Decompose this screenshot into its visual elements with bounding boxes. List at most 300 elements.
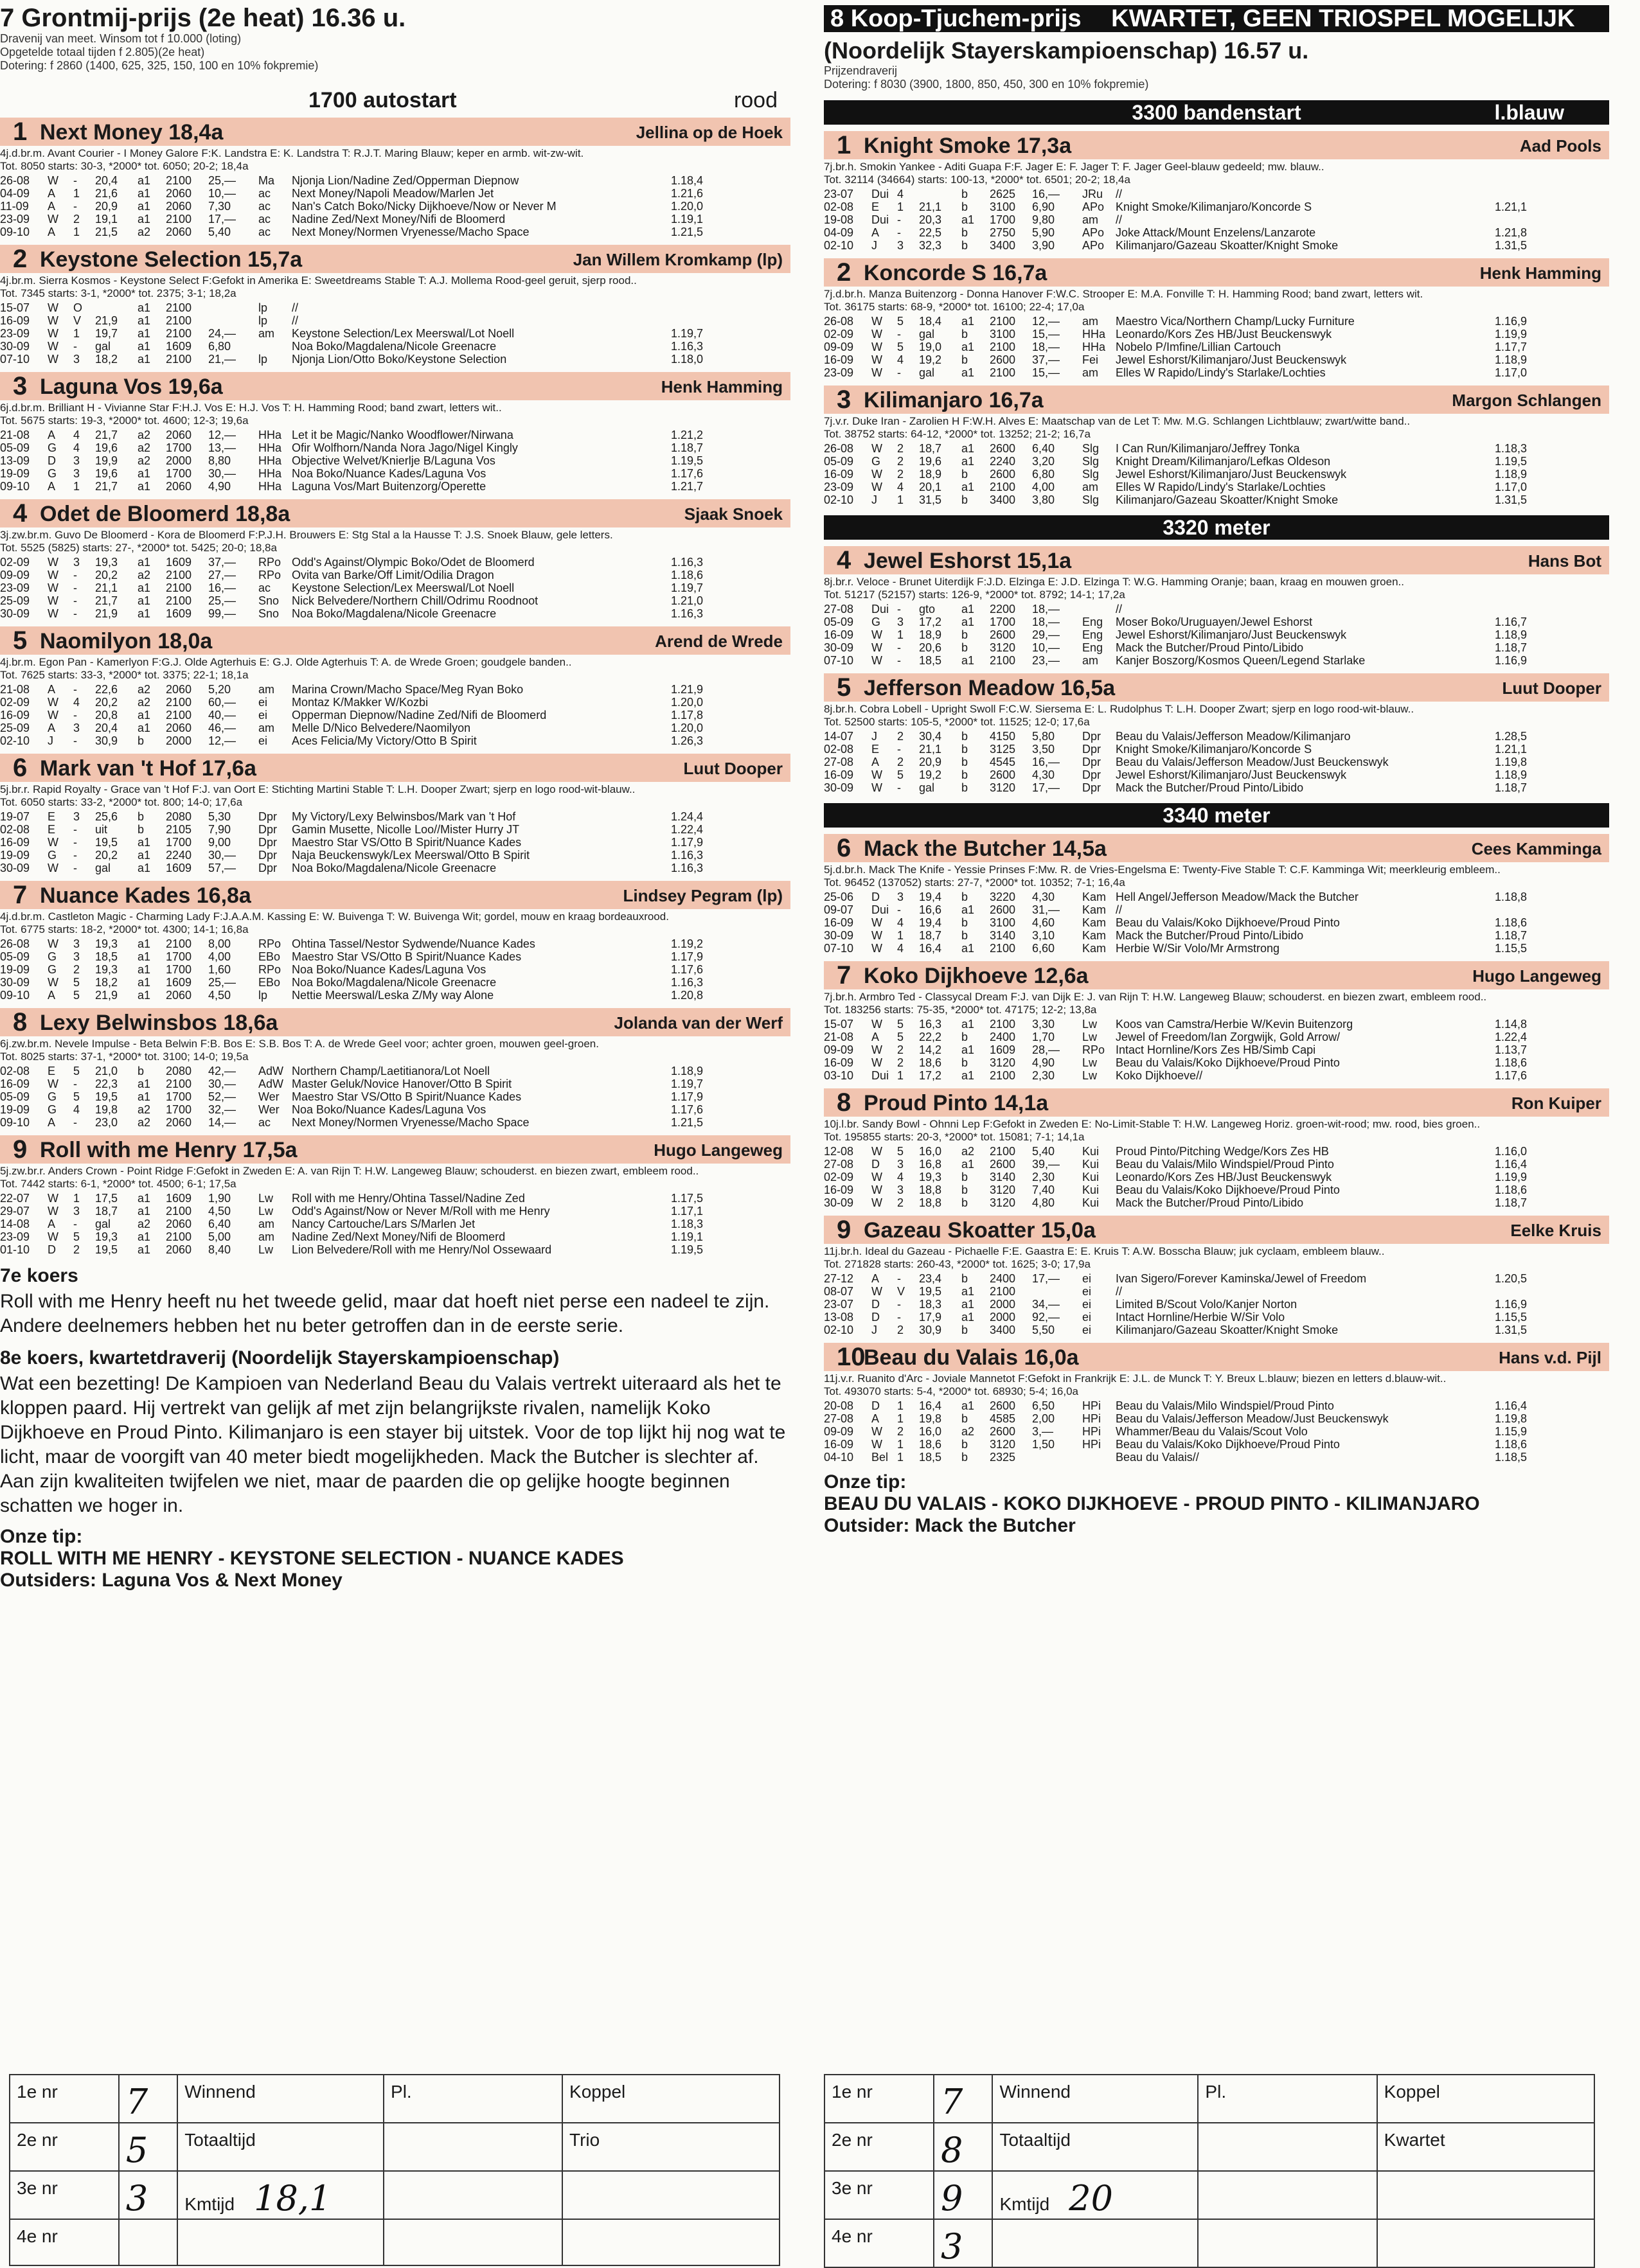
run-row: [0, 174, 790, 187]
horse-name: Gazeau Skoatter 15,0a: [864, 1218, 1096, 1243]
run-row: [824, 1069, 1609, 1082]
run-result: Njonja Lion/Otto Boko/Keystone Selection: [292, 353, 507, 366]
run-row: [824, 781, 1609, 794]
run-place: 3: [73, 722, 80, 734]
run-track: W: [48, 709, 58, 722]
run-time: 18,9: [919, 628, 942, 641]
run-row: [824, 1425, 1609, 1438]
race-info-line: Dotering: f 2860 (1400, 625, 325, 150, 100 en 10% fokpremie): [0, 59, 319, 72]
run-winner-time: 1.17,9: [670, 1090, 703, 1103]
run-row: [824, 1311, 1609, 1324]
form-handwritten-kmtime: 18,1: [254, 2178, 332, 2219]
run-track: W: [871, 1438, 882, 1451]
run-row: [0, 480, 790, 493]
run-distance: 1609: [166, 607, 192, 620]
run-time: 23,4: [919, 1272, 942, 1285]
horse-header: [824, 834, 1609, 862]
run-winner-time: 1.19,5: [1494, 455, 1527, 468]
run-odds: 4,60: [1032, 916, 1055, 929]
run-row: [824, 1451, 1609, 1464]
run-date: 08-07: [824, 1285, 854, 1298]
run-odds: 6,90: [1032, 200, 1055, 213]
run-distance: 1609: [166, 976, 192, 989]
start-label: 1700 autostart: [308, 88, 457, 112]
run-distance: 2600: [990, 903, 1016, 916]
run-winner-time: 1.16,3: [670, 607, 703, 620]
run-distance: 1700: [166, 950, 192, 963]
run-result: Odd's Against/Olympic Boko/Odet de Bloomerd: [292, 556, 535, 569]
run-start: a1: [138, 314, 151, 327]
tip-title: Onze tip:: [824, 1471, 907, 1493]
run-odds: 6,80: [1032, 468, 1055, 481]
run-row: [0, 963, 790, 976]
run-distance: 2100: [166, 569, 192, 581]
run-winner-time: 1.21,1: [1494, 743, 1527, 756]
run-track: A: [871, 756, 880, 768]
run-row: [0, 810, 790, 823]
run-date: 21-08: [0, 683, 30, 696]
run-driver: Kam: [1082, 929, 1107, 942]
run-row: [824, 493, 1609, 506]
race-title-8: [824, 5, 1609, 32]
run-result: Objective Welvet/Knierlje B/Laguna Vos: [292, 454, 495, 467]
run-result: Keystone Selection/Lex Meerswal/Lot Noell: [292, 327, 515, 340]
run-track: W: [48, 213, 58, 226]
run-place: -: [73, 200, 77, 213]
run-result: Odd's Against/Now or Never M/Roll with me Henry: [292, 1205, 550, 1218]
form-place-label: [1198, 2171, 1377, 2219]
run-driver: Dpr: [1082, 730, 1101, 743]
run-driver: am: [258, 1218, 275, 1230]
run-time: 19,5: [919, 1285, 942, 1298]
horse-entry: [824, 131, 1609, 252]
run-place: 2: [897, 1425, 904, 1438]
run-distance: 1700: [166, 1103, 192, 1116]
run-date: 25-06: [824, 890, 854, 903]
run-track: W: [871, 341, 882, 353]
run-result: //: [1116, 603, 1123, 616]
run-driver: RPo: [258, 937, 281, 950]
horse-header: [824, 1216, 1609, 1244]
run-place: 3: [73, 950, 80, 963]
race-info: [824, 64, 1609, 91]
form-handwritten-number: 3: [934, 2219, 992, 2267]
run-track: Dui: [871, 903, 889, 916]
run-track: W: [871, 641, 882, 654]
run-winner-time: [1475, 188, 1527, 200]
run-date: 09-10: [0, 226, 30, 238]
run-time: 16,4: [919, 942, 942, 955]
run-winner-time: 1.17,9: [670, 950, 703, 963]
distance-bar: [824, 515, 1609, 540]
run-winner-time: 1.21,1: [1494, 200, 1527, 213]
run-start: a1: [961, 1298, 975, 1311]
run-date: 02-08: [824, 200, 854, 213]
run-result: Master Geluk/Novice Hanover/Otto B Spirit: [292, 1077, 512, 1090]
run-distance: 2000: [166, 734, 192, 747]
form-row: [824, 2171, 1594, 2219]
run-time: uit: [95, 823, 108, 836]
run-result: Beau du Valais/Jefferson Meadow/Kilimanjaro: [1116, 730, 1351, 743]
run-date: 25-09: [0, 722, 30, 734]
run-winner-time: 1.18,7: [670, 441, 703, 454]
run-track: D: [871, 1399, 880, 1412]
run-result: Knight Smoke/Kilimanjaro/Koncorde S: [1116, 743, 1312, 756]
race-info-line: Prijzendraverij: [824, 64, 898, 77]
run-start: a1: [138, 301, 151, 314]
run-odds: 27,—: [208, 569, 236, 581]
run-odds: 13,—: [208, 441, 236, 454]
run-time: 20,9: [95, 200, 118, 213]
run-date: 02-09: [824, 328, 854, 341]
run-driver: Wer: [258, 1103, 280, 1116]
run-place: 3: [897, 239, 904, 252]
run-start: a1: [961, 603, 975, 616]
run-row: [0, 1192, 790, 1205]
run-track: W: [871, 468, 882, 481]
run-result: Njonja Lion/Nadine Zed/Opperman Diepnow: [292, 174, 519, 187]
run-date: 30-09: [824, 641, 854, 654]
horse-entry: [0, 754, 790, 874]
horse-stats: Tot. 5525 (5825) starts: 27-, *2000* tot. 5425; 20-0; 18,8a: [0, 542, 277, 554]
run-date: 16-09: [824, 1438, 854, 1451]
run-date: 02-08: [0, 823, 30, 836]
run-driver: ac: [258, 187, 271, 200]
run-place: O: [73, 301, 83, 314]
run-place: -: [897, 328, 901, 341]
run-winner-time: 1.21,5: [670, 1116, 703, 1129]
run-driver: HHa: [1082, 341, 1106, 353]
run-time: gto: [919, 603, 936, 616]
run-distance: 2100: [990, 1145, 1016, 1158]
race-subtitle: (Noordelijk Stayerskampioenschap) 16.57 u.: [824, 37, 1309, 64]
horse-number: 9: [837, 1216, 851, 1244]
run-row: [0, 683, 790, 696]
run-row: [0, 1116, 790, 1129]
run-odds: 9,80: [1032, 213, 1055, 226]
run-date: 05-09: [0, 1090, 30, 1103]
run-winner-time: 1.19,1: [670, 213, 703, 226]
run-row: [0, 569, 790, 581]
run-start: a1: [138, 594, 151, 607]
form-place-label: [384, 2171, 562, 2219]
run-place: -: [73, 734, 77, 747]
run-place: -: [897, 654, 901, 667]
horse-entry: [824, 546, 1609, 667]
run-start: a1: [138, 709, 151, 722]
run-time: 16,6: [919, 903, 942, 916]
run-row: [824, 200, 1609, 213]
run-track: W: [871, 942, 882, 955]
horse-driver: Luut Dooper: [1502, 678, 1601, 698]
run-odds: 5,50: [1032, 1324, 1055, 1336]
run-track: D: [48, 1243, 56, 1256]
run-result: Noa Boko/Magdalena/Nicole Greenacre: [292, 340, 497, 353]
run-distance: 2100: [166, 314, 192, 327]
run-result: Knight Smoke/Kilimanjaro/Koncorde S: [1116, 200, 1312, 213]
run-track: W: [871, 442, 882, 455]
horse-header: [824, 1343, 1609, 1371]
run-row: [824, 903, 1609, 916]
run-winner-time: 1.16,3: [670, 556, 703, 569]
horse-driver: Lindsey Pegram (lp): [623, 886, 783, 905]
run-winner-time: 1.17,0: [1494, 481, 1527, 493]
run-winner-time: 1.17,9: [670, 836, 703, 849]
run-distance: 2080: [166, 1065, 192, 1077]
run-distance: 2100: [990, 341, 1016, 353]
run-track: J: [871, 239, 877, 252]
run-driver: Dpr: [258, 862, 278, 874]
run-row: [0, 1218, 790, 1230]
run-start: b: [961, 641, 968, 654]
run-winner-time: 1.21,8: [1494, 226, 1527, 239]
run-result: Kanjer Boszorg/Kosmos Queen/Legend Starlake: [1116, 654, 1366, 667]
horse-entry: [824, 834, 1609, 955]
run-driver: am: [258, 327, 275, 340]
run-track: G: [48, 849, 57, 862]
run-winner-time: 1.18,0: [670, 353, 703, 366]
run-distance: 1609: [166, 862, 192, 874]
horse-entry: [824, 258, 1609, 379]
run-distance: 2750: [990, 226, 1016, 239]
run-time: 19,7: [95, 327, 118, 340]
run-result: Kilimanjaro/Gazeau Skoatter/Knight Smoke: [1116, 239, 1339, 252]
run-odds: 21,—: [208, 353, 236, 366]
run-place: -: [73, 569, 77, 581]
run-distance: 1700: [166, 441, 192, 454]
horse-stats: Tot. 8025 starts: 37-1, *2000* tot. 3100; 14-0; 19,5a: [0, 1050, 249, 1063]
run-time: 18,5: [919, 654, 942, 667]
run-row: [824, 1298, 1609, 1311]
run-time: [919, 188, 961, 200]
run-result: Leonardo/Kors Zes HB/Just Beuckenswyk: [1116, 1171, 1332, 1183]
run-date: 23-09: [0, 327, 30, 340]
run-time: 19,6: [95, 467, 118, 480]
run-start: a2: [961, 1145, 975, 1158]
run-distance: 2400: [990, 1272, 1016, 1285]
horse-header: [0, 372, 790, 400]
run-result: Let it be Magic/Nanko Woodflower/Nirwana: [292, 429, 513, 441]
run-result: Knight Dream/Kilimanjaro/Lefkas Oldeson: [1116, 455, 1331, 468]
run-result: Montaz K/Makker W/Kozbi: [292, 696, 429, 709]
start-line: [0, 79, 790, 118]
run-distance: 1700: [166, 963, 192, 976]
run-start: a1: [138, 1090, 151, 1103]
horse-number: 1: [13, 118, 28, 146]
run-row: [824, 341, 1609, 353]
run-time: 30,4: [919, 730, 942, 743]
run-row: [824, 942, 1609, 955]
run-place: 2: [897, 1324, 904, 1336]
run-start: b: [961, 890, 968, 903]
run-place: 1: [73, 187, 80, 200]
run-start: a1: [961, 213, 975, 226]
run-place: 1: [897, 929, 904, 942]
run-date: 19-09: [0, 467, 30, 480]
run-track: G: [48, 1090, 57, 1103]
run-place: 1: [897, 1438, 904, 1451]
run-odds: 2,00: [1032, 1412, 1055, 1425]
form-position-label: 2e nr: [824, 2123, 934, 2171]
run-winner-time: 1.21,5: [670, 226, 703, 238]
run-result: Keystone Selection/Lex Meerswal/Lot Noell: [292, 581, 515, 594]
run-odds: 2,30: [1032, 1069, 1055, 1082]
form-place-label: [1198, 2219, 1377, 2267]
horse-number: 4: [837, 546, 851, 574]
run-distance: 2600: [990, 768, 1016, 781]
run-date: 15-07: [0, 301, 30, 314]
run-winner-time: 1.19,5: [670, 1243, 703, 1256]
horse-number: 6: [13, 754, 28, 782]
run-start: a1: [961, 481, 975, 493]
horse-name: Laguna Vos 19,6a: [40, 375, 223, 399]
run-result: Lion Belvedere/Roll with me Henry/Nol Ossewaard: [292, 1243, 552, 1256]
run-track: D: [871, 1158, 880, 1171]
run-driver: ac: [258, 226, 271, 238]
run-odds: 9,00: [208, 836, 231, 849]
run-start: a1: [138, 467, 151, 480]
horse-header: [0, 118, 790, 146]
horse-entry: [0, 499, 790, 620]
run-row: [0, 722, 790, 734]
run-place: 3: [897, 1183, 904, 1196]
run-start: a1: [138, 353, 151, 366]
run-date: 21-08: [824, 1031, 854, 1043]
run-winner-time: 1.18,3: [1494, 442, 1527, 455]
run-time: gal: [919, 366, 935, 379]
run-driver: Sno: [258, 607, 280, 620]
run-driver: Dpr: [1082, 756, 1101, 768]
run-row: [824, 353, 1609, 366]
run-driver: Eng: [1082, 616, 1103, 628]
run-driver: ac: [258, 213, 271, 226]
form-bet-label: [1377, 2171, 1594, 2219]
run-start: a2: [138, 696, 151, 709]
run-row: [0, 556, 790, 569]
horse-name: Jefferson Meadow 16,5a: [864, 676, 1116, 700]
left-column: [0, 0, 790, 2251]
run-track: Dui: [871, 603, 889, 616]
run-odds: 16,—: [1032, 188, 1060, 200]
run-date: 09-10: [0, 1116, 30, 1129]
run-start: a2: [138, 441, 151, 454]
run-start: a1: [138, 1192, 151, 1205]
horse-pedigree: 8j.br.h. Cobra Lobell - Upright Swoll F:C.W. Siersema E: L. Rudolphus T: L.H. Dooper Zwart; sjerp en logo rood-wit-blauw..: [824, 703, 1414, 715]
run-date: 09-09: [824, 1043, 854, 1056]
run-driver: Sno: [258, 594, 280, 607]
horse-entry: [824, 385, 1609, 506]
run-result: //: [1116, 1285, 1123, 1298]
run-row: [0, 1243, 790, 1256]
run-place: -: [897, 1298, 901, 1311]
run-winner-time: 1.19,7: [670, 581, 703, 594]
run-winner-time: 1.21,9: [670, 683, 703, 696]
run-start: a1: [138, 187, 151, 200]
run-start: b: [961, 1196, 968, 1209]
run-distance: 2060: [166, 1218, 192, 1230]
run-start: b: [961, 929, 968, 942]
run-place: 5: [897, 1145, 904, 1158]
run-driver: HHa: [258, 480, 282, 493]
run-date: 05-09: [824, 455, 854, 468]
run-place: -: [73, 174, 77, 187]
run-result: Roll with me Henry/Ohtina Tassel/Nadine Zed: [292, 1192, 525, 1205]
run-winner-time: 1.18,5: [1494, 1451, 1527, 1464]
run-result: Intact Hornline/Herbie W/Sir Volo: [1116, 1311, 1285, 1324]
horse-stats: Tot. 36175 starts: 68-9, *2000* tot. 16100; 22-4; 17,0a: [824, 301, 1085, 313]
run-place: 5: [897, 1018, 904, 1031]
run-start: a1: [138, 937, 151, 950]
run-date: 30-09: [824, 1196, 854, 1209]
run-time: 18,2: [95, 976, 118, 989]
run-start: a1: [138, 581, 151, 594]
run-time: 21,7: [95, 594, 118, 607]
horse-driver: Henk Hamming: [1479, 263, 1601, 283]
run-row: [824, 1285, 1609, 1298]
run-date: 16-09: [824, 916, 854, 929]
run-start: b: [138, 734, 145, 747]
tip-outsiders: Outsiders: Laguna Vos & Next Money: [0, 1570, 343, 1591]
run-time: 21,6: [95, 187, 118, 200]
run-start: a1: [961, 1158, 975, 1171]
run-start: b: [961, 1412, 968, 1425]
bet-form-right: [824, 2074, 1595, 2268]
horse-runs: [824, 315, 1609, 379]
run-row: [0, 314, 790, 327]
run-place: -: [897, 226, 901, 239]
run-driver: Slg: [1082, 468, 1100, 481]
run-place: 5: [73, 1065, 80, 1077]
run-place: 5: [897, 315, 904, 328]
horse-stats: Tot. 6775 starts: 18-2, *2000* tot. 4300; 14-1; 16,8a: [0, 923, 249, 935]
run-time: 22,6: [95, 683, 118, 696]
run-track: A: [48, 1116, 56, 1129]
horse-stats: Tot. 96452 (137052) starts: 27-7, *2000* tot. 10352; 7-1; 16,4a: [824, 876, 1125, 889]
run-row: [824, 442, 1609, 455]
run-date: 02-10: [824, 1324, 854, 1336]
run-winner-time: 1.16,7: [1494, 616, 1527, 628]
run-distance: 3120: [990, 1438, 1016, 1451]
run-row: [824, 1031, 1609, 1043]
tip-pick: ROLL WITH ME HENRY - KEYSTONE SELECTION - NUANCE KADES: [0, 1548, 624, 1569]
run-date: 02-09: [0, 696, 30, 709]
run-driver: am: [1082, 213, 1099, 226]
run-time: 18,2: [95, 353, 118, 366]
run-date: 04-09: [824, 226, 854, 239]
run-odds: 6,40: [208, 1218, 231, 1230]
horse-entry: [0, 1008, 790, 1129]
horse-pedigree: 5j.br.r. Rapid Royalty - Grace van 't Hof F:J. van Oort E: Stichting Martini Stable T: L.H. Dooper Zwart; sjerp en logo rood-wit-blauw..: [0, 783, 636, 795]
bet-form-left: [9, 2074, 780, 2266]
run-result: Elles W Rapido/Lindy's Starlake/Lochties: [1116, 366, 1326, 379]
race-title-7: 7 Grontmij-prijs (2e heat) 16.36 u.: [0, 4, 406, 32]
run-row: [824, 641, 1609, 654]
run-distance: 2060: [166, 1243, 192, 1256]
horse-pedigree: 11j.br.h. Ideal du Gazeau - Pichaelle F:E. Gaastra E: E. Kruis T: A.W. Bosscha Blauw; juk cyclaam, embleem blauw..: [824, 1245, 1385, 1257]
run-track: G: [48, 467, 57, 480]
horse-runs: [0, 174, 790, 238]
run-start: a1: [961, 1018, 975, 1031]
run-winner-time: 1.18,4: [670, 174, 703, 187]
run-date: 29-07: [0, 1205, 30, 1218]
run-place: 1: [897, 628, 904, 641]
run-track: W: [48, 1230, 58, 1243]
form-row: [824, 2219, 1594, 2267]
run-place: -: [73, 683, 77, 696]
horse-driver: Hugo Langeweg: [654, 1140, 783, 1160]
horse-entry: [824, 1216, 1609, 1336]
run-date: 16-09: [824, 1056, 854, 1069]
